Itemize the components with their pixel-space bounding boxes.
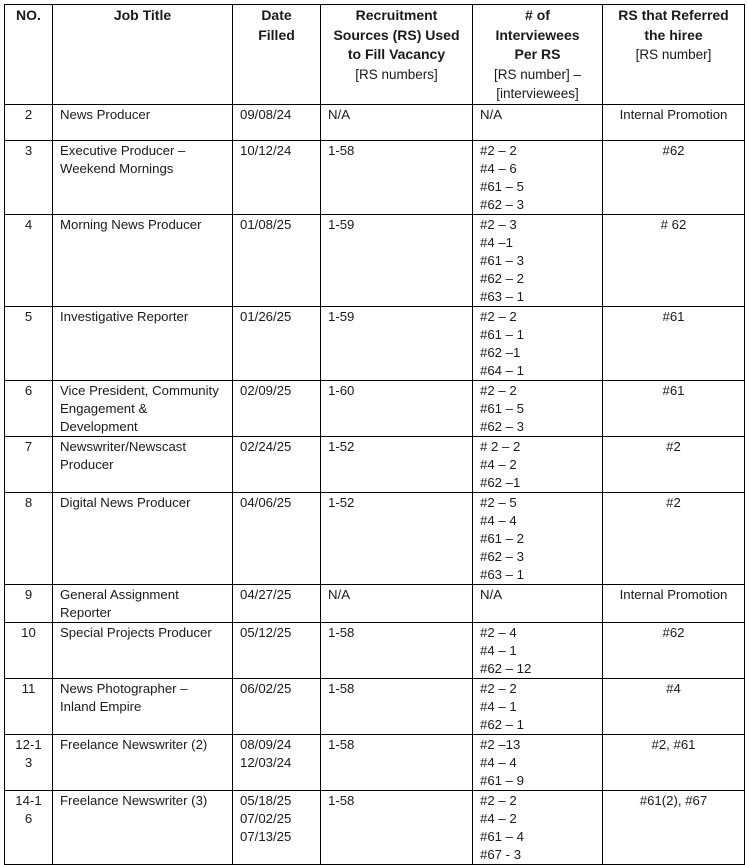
header-no [5,5,53,105]
interviewee-count: #62 – 1 [480,716,524,732]
job-title: Freelance Newswriter (3) [60,792,208,808]
interviewee-count: #62 – 3 [480,196,524,212]
table-row [5,306,745,380]
cell-interviewees [473,380,603,436]
cell-job-title [53,584,233,622]
recruitment-sources: 1-52 [328,494,355,510]
cell-job-title [53,214,233,306]
interviewee-count: #2 – 2 [480,382,517,398]
job-title: Freelance Newswriter (2) [60,736,208,752]
interviewee-count: #64 – 1 [480,362,524,378]
job-title: Investigative Reporter [60,308,189,324]
cell-date-filled [233,104,321,140]
cell-job-title [53,734,233,790]
recruitment-sources: 1-58 [328,736,355,752]
recruitment-sources: 1-58 [328,792,355,808]
header-referred-title: RS that Referred the hiree [618,7,729,43]
interviewee-count: #62 – 2 [480,270,524,286]
cell-date-filled [233,140,321,214]
cell-interviewees [473,734,603,790]
cell-interviewees [473,306,603,380]
date-filled: 09/08/24 [240,106,292,122]
date-filled: 02/24/25 [240,438,292,454]
cell-no [5,492,53,584]
cell-sources [321,790,473,864]
referring-source: #62 [662,142,685,158]
interviewee-count: N/A [480,106,502,122]
row-number: 12-13 [15,736,42,770]
cell-job-title [53,104,233,140]
cell-job-title [53,306,233,380]
interviewee-count: #4 – 1 [480,698,517,714]
job-title: Newswriter/Newscast Producer [60,438,187,472]
cell-interviewees [473,214,603,306]
recruitment-sources: 1-59 [328,216,355,232]
referring-source: #61 [662,382,685,398]
interviewee-count: #61 – 5 [480,400,524,416]
interviewee-count: #4 –1 [480,234,514,250]
cell-job-title [53,380,233,436]
cell-job-title [53,436,233,492]
interviewee-count: #2 –13 [480,736,521,752]
cell-no [5,140,53,214]
header-sources-sub: [RS numbers] [355,66,438,82]
table-row [5,584,745,622]
row-number: 10 [21,624,36,640]
date-filled: 08/09/24 [240,736,292,752]
header-job-title [53,5,233,105]
table-row [5,436,745,492]
header-sources-title: Recruitment Sources (RS) Used to Fill Vacancy [333,7,460,62]
row-number: 2 [24,106,33,122]
referring-source: #2, #61 [651,736,696,752]
referring-source: Internal Promotion [619,586,728,602]
cell-interviewees [473,678,603,734]
cell-sources [321,140,473,214]
cell-date-filled [233,306,321,380]
interviewee-count: #4 – 4 [480,512,517,528]
cell-sources [321,380,473,436]
date-filled: 04/27/25 [240,586,292,602]
header-sources [321,5,473,105]
date-filled: 05/12/25 [240,624,292,640]
cell-interviewees [473,492,603,584]
cell-sources [321,678,473,734]
cell-no [5,214,53,306]
cell-job-title [53,492,233,584]
table-row [5,790,745,864]
interviewee-count: #2 – 3 [480,216,517,232]
interviewee-count: #4 – 2 [480,456,517,472]
table-row [5,380,745,436]
interviewee-count: #62 – 3 [480,548,524,564]
cell-no [5,734,53,790]
cell-sources [321,436,473,492]
job-title: Vice President, Community Engagement & Development [60,382,219,434]
cell-no [5,380,53,436]
row-number: 5 [24,308,33,324]
cell-sources [321,734,473,790]
recruitment-sources: N/A [328,106,350,122]
recruitment-table [4,4,745,865]
row-number: 14-16 [15,792,42,826]
cell-interviewees [473,622,603,678]
interviewee-count: # 2 – 2 [480,438,521,454]
cell-no [5,584,53,622]
interviewee-count: #61 – 2 [480,530,524,546]
interviewee-count: #61 – 5 [480,178,524,194]
interviewee-count: #61 – 9 [480,772,524,788]
job-title: Morning News Producer [60,216,202,232]
interviewee-count: #2 – 5 [480,494,517,510]
interviewee-count: N/A [480,586,502,602]
cell-sources [321,584,473,622]
header-job-title-text: Job Title [113,7,172,23]
referring-source: #2 [666,494,681,510]
referring-source: #61 [662,308,685,324]
recruitment-sources: 1-58 [328,142,355,158]
referring-source: #62 [662,624,685,640]
row-number: 8 [24,494,33,510]
job-title: General Assignment Reporter [60,586,179,620]
date-filled: 04/06/25 [240,494,292,510]
row-number: 9 [24,586,33,602]
table-row [5,492,745,584]
date-filled: 12/03/24 [240,754,292,770]
interviewee-count: #62 –1 [480,474,521,490]
table-row [5,678,745,734]
cell-sources [321,214,473,306]
interviewee-count: #62 –1 [480,344,521,360]
interviewee-count: #2 – 2 [480,142,517,158]
header-date-filled [233,5,321,105]
job-title: Executive Producer – Weekend Mornings [60,142,186,176]
table-row [5,622,745,678]
interviewee-count: #63 – 1 [480,566,524,582]
header-interviewees-sub: [RS number] – [interviewees] [493,66,582,101]
cell-date-filled [233,436,321,492]
date-filled: 05/18/25 [240,792,292,808]
recruitment-sources: 1-60 [328,382,355,398]
cell-interviewees [473,140,603,214]
referring-source: Internal Promotion [619,106,728,122]
header-row [5,5,745,105]
table-row [5,140,745,214]
interviewee-count: #61 – 1 [480,326,524,342]
cell-date-filled [233,622,321,678]
header-referred [603,5,745,105]
table-body [5,104,745,864]
cell-no [5,622,53,678]
cell-job-title [53,678,233,734]
cell-referred [603,104,745,140]
interviewee-count: #2 – 2 [480,792,517,808]
interviewee-count: #4 – 1 [480,642,517,658]
header-interviewees-title: # of Interviewees Per RS [495,7,580,62]
cell-no [5,104,53,140]
date-filled: 01/08/25 [240,216,292,232]
referring-source: #2 [666,438,681,454]
cell-referred [603,790,745,864]
cell-no [5,436,53,492]
date-filled: 02/09/25 [240,382,292,398]
cell-date-filled [233,214,321,306]
interviewee-count: #4 – 6 [480,160,517,176]
row-number: 3 [24,142,33,158]
interviewee-count: #4 – 4 [480,754,517,770]
cell-date-filled [233,734,321,790]
interviewee-count: #61 – 4 [480,828,524,844]
interviewee-count: #61 – 3 [480,252,524,268]
referring-source: #61(2), #67 [639,792,708,808]
row-number: 4 [24,216,33,232]
referring-source: #4 [666,680,681,696]
table-row [5,104,745,140]
date-filled: 07/02/25 [240,810,292,826]
interviewee-count: #62 – 12 [480,660,532,676]
interviewee-count: #2 – 2 [480,680,517,696]
row-number: 6 [24,382,33,398]
cell-sources [321,306,473,380]
cell-referred [603,214,745,306]
recruitment-sources: 1-58 [328,624,355,640]
cell-referred [603,140,745,214]
cell-sources [321,492,473,584]
header-referred-sub: [RS number] [635,47,712,62]
cell-referred [603,584,745,622]
date-filled: 10/12/24 [240,142,292,158]
cell-no [5,678,53,734]
job-title: Special Projects Producer [60,624,212,640]
row-number: 7 [24,438,33,454]
cell-job-title [53,140,233,214]
cell-referred [603,306,745,380]
cell-date-filled [233,790,321,864]
date-filled: 06/02/25 [240,680,292,696]
cell-sources [321,104,473,140]
recruitment-sources: 1-59 [328,308,355,324]
cell-referred [603,436,745,492]
cell-referred [603,492,745,584]
interviewee-count: #63 – 1 [480,288,524,304]
recruitment-sources: 1-52 [328,438,355,454]
cell-job-title [53,622,233,678]
date-filled: 07/13/25 [240,828,292,844]
interviewee-count: #2 – 4 [480,624,517,640]
table-row [5,214,745,306]
cell-job-title [53,790,233,864]
recruitment-sources: N/A [328,586,350,602]
job-title: Digital News Producer [60,494,191,510]
cell-interviewees [473,584,603,622]
job-title: News Producer [60,106,151,122]
date-filled: 01/26/25 [240,308,292,324]
cell-interviewees [473,790,603,864]
cell-sources [321,622,473,678]
cell-date-filled [233,380,321,436]
cell-referred [603,380,745,436]
cell-no [5,790,53,864]
header-no-title: NO. [16,7,41,23]
cell-interviewees [473,436,603,492]
cell-date-filled [233,492,321,584]
cell-referred [603,734,745,790]
interviewee-count: #67 - 3 [480,846,522,862]
recruitment-sources: 1-58 [328,680,355,696]
cell-referred [603,622,745,678]
cell-referred [603,678,745,734]
header-interviewees [473,5,603,105]
interviewee-count: #2 – 2 [480,308,517,324]
cell-no [5,306,53,380]
header-date-filled-text: Date Filled [258,7,295,43]
interviewee-count: #4 – 2 [480,810,517,826]
cell-interviewees [473,104,603,140]
cell-date-filled [233,584,321,622]
row-number: 11 [21,680,36,696]
cell-date-filled [233,678,321,734]
interviewee-count: #62 – 3 [480,418,524,434]
referring-source: # 62 [660,216,687,232]
table-row [5,734,745,790]
job-title: News Photographer – Inland Empire [60,680,188,714]
